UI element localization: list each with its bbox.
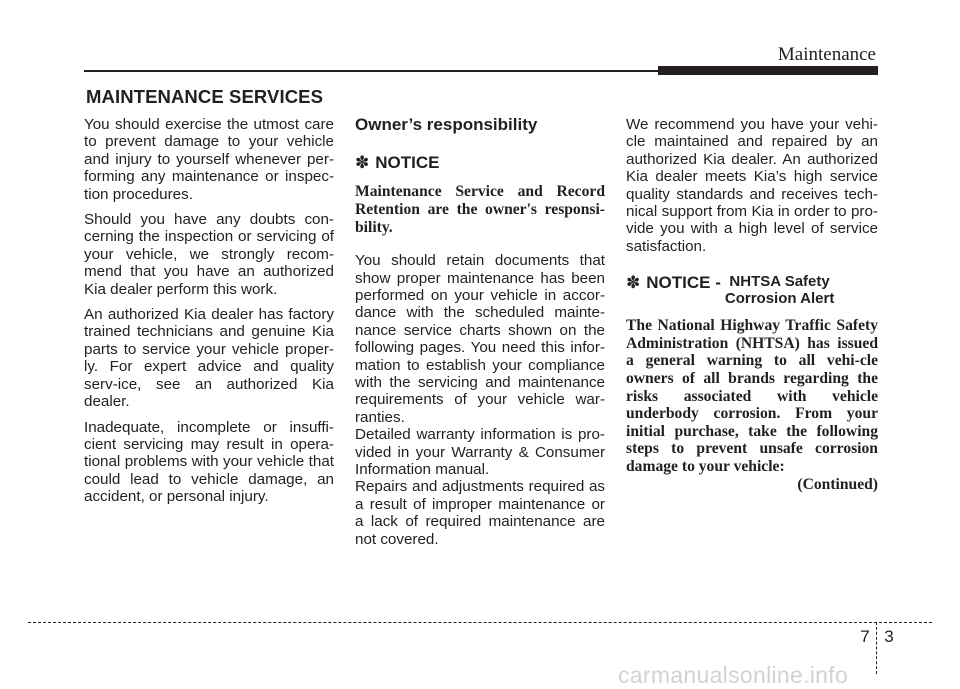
column-middle bbox=[355, 116, 605, 548]
column-right bbox=[626, 116, 878, 493]
notice-asterisk-icon: ✽ bbox=[355, 153, 370, 173]
notice-subtitle-line1: NHTSA Safety bbox=[729, 273, 830, 291]
paragraph: Inadequate, incomplete or insuffi-cient servicing may result in opera-tional problems with your vehicle that could lead to vehicle damage, an accident, or personal injury. bbox=[84, 418, 334, 506]
header-rule-thick bbox=[658, 66, 878, 75]
notice-subtitle-line2: Corrosion Alert bbox=[724, 290, 835, 308]
chapter-number: 7 bbox=[860, 627, 870, 646]
notice-label: NOTICE - bbox=[646, 273, 721, 293]
section-title: MAINTENANCE SERVICES bbox=[86, 86, 324, 107]
notice-subtitle bbox=[725, 273, 834, 307]
footer-dashed-divider bbox=[876, 622, 877, 674]
notice-label: NOTICE bbox=[375, 153, 440, 173]
continued-label: (Continued) bbox=[797, 475, 878, 493]
column-left bbox=[84, 116, 334, 514]
page-number: 3 bbox=[884, 627, 894, 646]
paragraph: Repairs and adjustments required as a result of improper maintenance or a lack of required maintenance are not covered. bbox=[355, 478, 605, 548]
paragraph: We recommend you have your vehi-cle maintained and repaired by an authorized Kia dealer. An authorized Kia dealer meets Kia’s high service quality standards and receives tech-nical support from Kia in order to pro-vide you with a high level of service satisfaction. bbox=[626, 116, 878, 255]
paragraph: Detailed warranty information is pro-vided in your Warranty & Consumer Information manual. bbox=[355, 426, 605, 479]
paragraph: You should retain documents that show proper maintenance has been performed on your vehicle in accor-dance with the scheduled mainte-nance service charts shown on the following pages. You need this infor-mation to establish your compliance with the servicing and maintenance requirements of your vehicle war-ranties. bbox=[355, 252, 605, 426]
notice-text: Maintenance Service and Record Retention are the owner's responsi-bility. bbox=[355, 183, 605, 236]
paragraph: You should exercise the utmost care to prevent damage to your vehicle and injury to yourself whenever per-forming any maintenance or inspec-tion procedures. bbox=[84, 116, 334, 203]
footer-dashed-rule bbox=[28, 622, 932, 623]
notice-asterisk-icon: ✽ bbox=[626, 273, 641, 293]
paragraph: An authorized Kia dealer has factory trained technicians and genuine Kia parts to service your vehicle proper-ly. For expert advice and quality serv-ice, see an authorized Kia dealer. bbox=[84, 306, 334, 411]
chapter-header-title: Maintenance bbox=[777, 44, 876, 65]
watermark: carmanualsonline.info bbox=[618, 662, 849, 688]
header-rule-thin bbox=[84, 70, 660, 72]
nhtsa-notice-text: The National Highway Traffic Safety Administration (NHTSA) has issued a general warning to all vehi-cle owners of all brands regarding the risks associated with vehicle underbody corrosion. From your initial purchase, take the following steps to prevent unsafe corrosion damage to your vehicle: bbox=[626, 317, 878, 475]
nhtsa-notice-heading bbox=[626, 273, 878, 307]
paragraph: Should you have any doubts con-cerning the inspection or servicing of your vehicle, we strongly recom-mend that you have an authorized Kia dealer perform this work. bbox=[84, 211, 334, 298]
notice-heading bbox=[355, 153, 605, 173]
owners-responsibility-heading: Owner’s responsibility bbox=[355, 115, 538, 134]
